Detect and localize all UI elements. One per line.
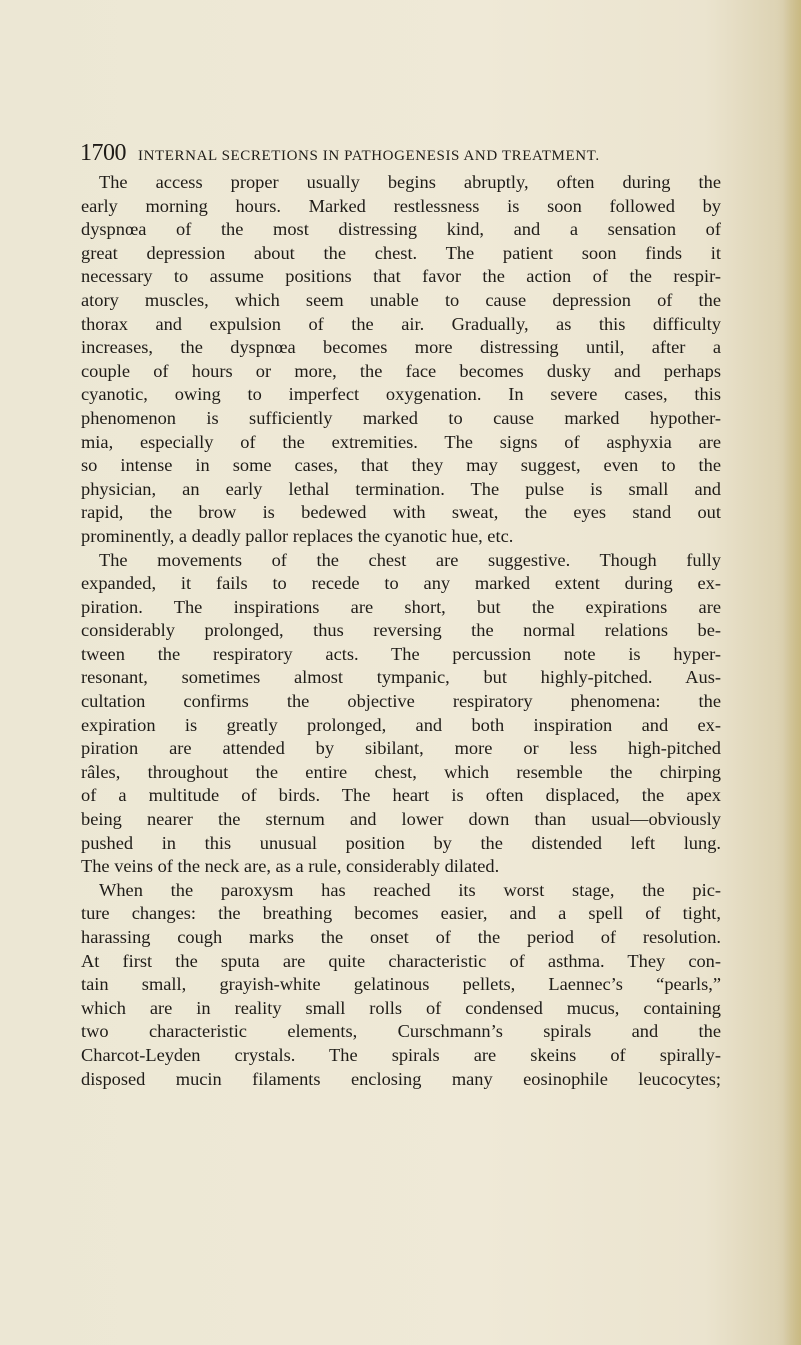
text-line: being nearer the sternum and lower down than usual—obviously (81, 809, 721, 830)
text-line: The movements of the chest are suggestive. Though fully (99, 549, 721, 570)
text-line: At first the sputa are quite characteristic of asthma. They con- (81, 950, 721, 971)
page-header (80, 140, 720, 166)
text-line: early morning hours. Marked restlessness is soon followed by (81, 195, 721, 216)
text-line: two characteristic elements, Curschmann’s spirals and the (81, 1021, 721, 1042)
text-line: The access proper usually begins abruptly, often during the (99, 172, 721, 192)
text-line: cultation confirms the objective respiratory phenomena: the (81, 691, 721, 712)
text-line: so intense in some cases, that they may suggest, even to the (81, 455, 721, 476)
text-line: ture changes: the breathing becomes easier, and a spell of tight, (81, 903, 721, 924)
text-line: mia, especially of the extremities. The signs of asphyxia are (81, 431, 721, 452)
text-line: dyspnœa of the most distressing kind, and a sensation of (81, 219, 721, 240)
text-line: phenomenon is sufficiently marked to cause marked hypother- (81, 407, 721, 428)
text-line: considerably prolonged, thus reversing the normal relations be- (81, 620, 721, 641)
text-line: prominently, a deadly pallor replaces the cyanotic hue, etc. (81, 525, 514, 546)
text-line: expiration is greatly prolonged, and both inspiration and ex- (81, 714, 721, 735)
text-line: disposed mucin filaments enclosing many eosinophile leucocytes; (81, 1068, 721, 1089)
text-line: cyanotic, owing to imperfect oxygenation. In severe cases, this (81, 384, 721, 405)
page-edge-shadow (783, 0, 801, 1345)
text-line: expanded, it fails to recede to any marked extent during ex- (81, 573, 721, 594)
text-line: couple of hours or more, the face becomes dusky and perhaps (81, 360, 721, 381)
text-line: physician, an early lethal termination. The pulse is small and (81, 478, 721, 499)
text-line: The veins of the neck are, as a rule, considerably dilated. (81, 856, 500, 877)
text-line: increases, the dyspnœa becomes more distressing until, after a (81, 337, 721, 358)
text-line: When the paroxysm has reached its worst stage, the pic- (99, 879, 721, 900)
text-line: atory muscles, which seem unable to cause depression of the (81, 289, 721, 310)
text-line: thorax and expulsion of the air. Gradually, as this difficulty (81, 313, 721, 334)
text-line: râles, throughout the entire chest, which resemble the chirping (81, 761, 721, 782)
running-head: INTERNAL SECRETIONS IN PATHOGENESIS AND TREATMENT. (138, 148, 600, 164)
text-line: piration. The inspirations are short, but the expirations are (81, 596, 721, 617)
text-line: rapid, the brow is bedewed with sweat, the eyes stand out (81, 502, 721, 523)
text-line: harassing cough marks the onset of the period of resolution. (81, 927, 721, 947)
text-line: resonant, sometimes almost tympanic, but highly-pitched. Aus- (81, 667, 721, 688)
text-line: Charcot-Leyden crystals. The spirals are skeins of spirally- (81, 1044, 721, 1065)
text-line: tween the respiratory acts. The percussion note is hyper- (81, 643, 721, 664)
text-line: necessary to assume positions that favor the action of the respir- (81, 266, 721, 287)
body-text (81, 171, 721, 1091)
text-line: tain small, grayish-white gelatinous pellets, Laennec’s “pearls,” (81, 974, 721, 995)
text-line: piration are attended by sibilant, more or less high-pitched (81, 738, 721, 759)
text-line: great depression about the chest. The patient soon finds it (81, 242, 721, 263)
text-line: of a multitude of birds. The heart is often displaced, the apex (81, 785, 721, 806)
page-number: 1700 (80, 140, 126, 166)
text-line: which are in reality small rolls of condensed mucus, containing (81, 997, 721, 1018)
text-line: pushed in this unusual position by the distended left lung. (81, 832, 721, 853)
